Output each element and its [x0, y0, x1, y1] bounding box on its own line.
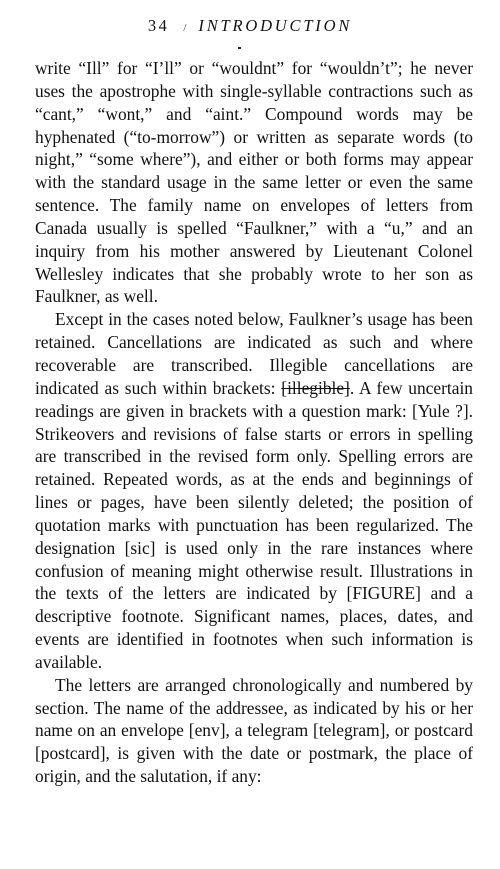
running-title: INTRODUCTION	[198, 16, 353, 35]
body-text	[35, 57, 473, 788]
paragraph-2	[35, 308, 473, 674]
paragraph-2-part-2: . A few uncertain readings are given in brackets with a question mark: [Yule ?]. Strikeovers and revisions of false starts or errors in spelling are transcribed in the revised form only. Spelling errors are retained. Repeated words, as at the ends and beginnings of lines or pages, have been silently deleted; the position of quotation marks with punctuation has been regularized. The designation [sic] is used only in the rare instances where confusion of meaning might otherwise result. Illustrations in the texts of the letters are indicated by [FIGURE] and a descriptive footnote. Significant names, places, dates, and events are identified in footnotes when such information is available.	[35, 377, 473, 672]
page-number: 34	[147, 16, 170, 35]
paragraph-3: The letters are arranged chronologically and numbered by section. The name of the addressee, as indicated by his or her name on an envelope [env], a telegram [telegram], or postcard [postcard], is given with the date or postmark, the place of origin, and the salutation, if any:	[35, 674, 473, 787]
paragraph-2-part-1: Except in the cases noted below, Faulkner’s usage has been retained. Cancellations are indicated as such and where recoverable are transcribed. Illegible cancellations are indicated as such within brackets:	[35, 309, 473, 398]
stray-mark	[238, 47, 241, 49]
struck-illegible: [illegible]	[281, 377, 350, 398]
running-header	[0, 16, 500, 38]
paragraph-1: write “Ill” for “I’ll” or “wouldnt” for “wouldn’t”; he never uses the apostrophe with single-syllable contractions such as “cant,” “wont,” and “aint.” Compound words may be hyphenated (“to-morrow”) or written as separate words (to night,” “some where”), and either or both forms may appear with the standard usage in the same letter or even the same sentence. The family name on envelopes of letters from Canada usually is spelled “Faulkner,” with a “u,” and an inquiry from his mother answered by Lieutenant Colonel Wellesley indicates that she probably wrote to her son as Faulkner, as well.	[35, 58, 473, 307]
header-separator: /	[183, 22, 187, 34]
